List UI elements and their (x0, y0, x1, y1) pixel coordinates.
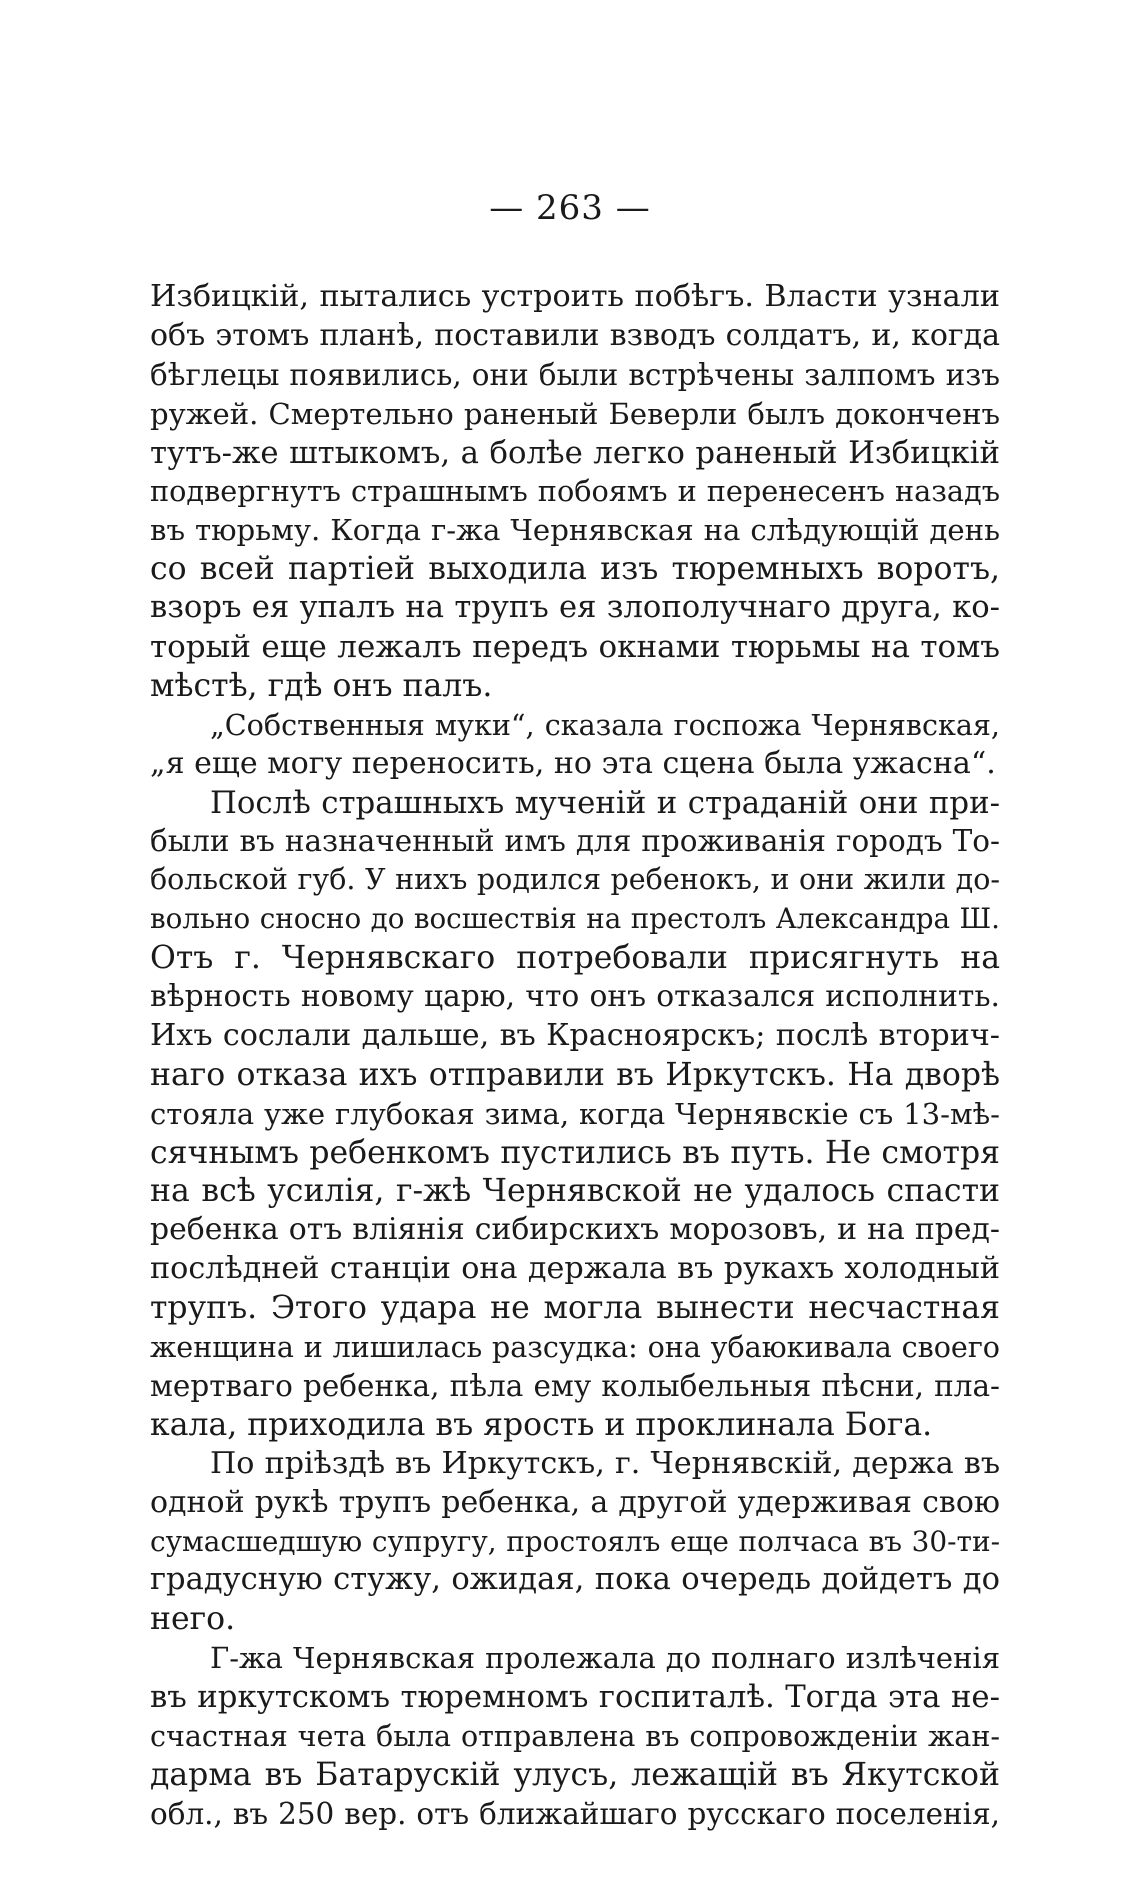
text-line: вольно сносно до восшествія на престолъ Александра Ш. (150, 902, 1000, 936)
text-line: взоръ ея упалъ на трупъ ея злополучнаго друга, ко- (150, 590, 1000, 626)
text-line: кала, приходила въ ярость и проклинала Бога. (150, 1406, 933, 1443)
text-line: женщина и лишилась разсудка: она убаюкивала своего (150, 1330, 1000, 1365)
text-line: Послѣ страшныхъ мученій и страданій они при- (210, 784, 1000, 821)
text-line: въ иркутскомъ тюремномъ госпиталѣ. Тогда эта не- (150, 1679, 1000, 1716)
text-line: наго отказа ихъ отправили въ Иркутскъ. На дворѣ (150, 1056, 1000, 1093)
text-line: Ихъ сослали дальше, въ Красноярскъ; послѣ вторич- (150, 1017, 1000, 1053)
text-line: мертваго ребенка, пѣла ему колыбельныя пѣсни, пла- (150, 1368, 1000, 1403)
text-line: въ тюрьму. Когда г-жа Чернявская на слѣдующій день (150, 513, 1000, 548)
text-line: подвергнутъ страшнымъ побоямъ и перенесенъ назадъ (150, 474, 1000, 509)
text-line: бѣглецы появились, они были встрѣчены залпомъ изъ (150, 357, 1000, 392)
text-line: дарма въ Батарускій улусъ, лежащій въ Якутской (150, 1756, 1000, 1793)
text-line: тутъ-же штыкомъ, а болѣе легко раненый Избицкій (150, 434, 1000, 471)
text-line: объ этомъ планѣ, поставили взводъ солдатъ, и, когда (150, 317, 1000, 353)
text-line: „я еще могу переносить, но эта сцена была ужасна“. (150, 745, 996, 781)
text-line: ребенка отъ вліянія сибирскихъ морозовъ, и на пред- (150, 1212, 1000, 1248)
text-line: По пріѣздѣ въ Иркутскъ, г. Чернявскій, держа въ (210, 1445, 1000, 1481)
text-line: стояла уже глубокая зима, когда Чернявскіе съ 13-мѣ- (150, 1096, 1000, 1131)
text-line: градусную стужу, ожидая, пока очередь дойдетъ до (150, 1562, 1000, 1598)
text-line: вѣрность новому царю, что онъ отказался исполнить. (150, 979, 1000, 1015)
text-line: счастная чета была отправлена въ сопровожденіи жан- (150, 1718, 1000, 1753)
text-line: обл., въ 250 вер. отъ ближайшаго русскаго поселенія, (150, 1796, 1000, 1831)
text-line: на всѣ усилія, г-жѣ Чернявской не удалось спасти (150, 1173, 1000, 1210)
text-line: трупъ. Этого удара не могла вынести несчастная (150, 1290, 1000, 1327)
text-line: торый еще лежалъ передъ окнами тюрьмы на томъ (150, 629, 1000, 666)
text-line: Избицкій, пытались устроить побѣгъ. Власти узнали (150, 279, 1000, 314)
text-line: „Собственныя муки“, сказала госпожа Чернявская, (210, 707, 1000, 742)
page-number: — 263 — (489, 188, 651, 228)
text-line: сячнымъ ребенкомъ пустились въ путь. Не смотря (150, 1134, 1000, 1171)
text-line: него. (150, 1601, 236, 1638)
text-line: со всей партіей выходила изъ тюремныхъ воротъ, (150, 551, 1000, 588)
text-line: мѣстѣ, гдѣ онъ палъ. (150, 667, 493, 704)
text-line: одной рукѣ трупъ ребенка, а другой удерживая свою (150, 1484, 1000, 1520)
text-line: послѣдней станціи она держала въ рукахъ холодный (150, 1251, 1000, 1287)
text-line: Г-жа Чернявская пролежала до полнаго излѣченія (210, 1641, 1000, 1676)
text-line: Отъ г. Чернявскаго потребовали присягнуть на (150, 940, 1000, 977)
text-line: больской губ. У нихъ родился ребенокъ, и они жили до- (150, 863, 1000, 897)
text-line: были въ назначенный имъ для проживанія городъ То- (150, 824, 1000, 859)
body-text (150, 278, 1000, 1834)
text-line: сумасшедшую супругу, простоялъ еще полчаса въ 30-ти- (150, 1524, 1000, 1558)
text-line: ружей. Смертельно раненый Беверли былъ доконченъ (150, 396, 1000, 431)
